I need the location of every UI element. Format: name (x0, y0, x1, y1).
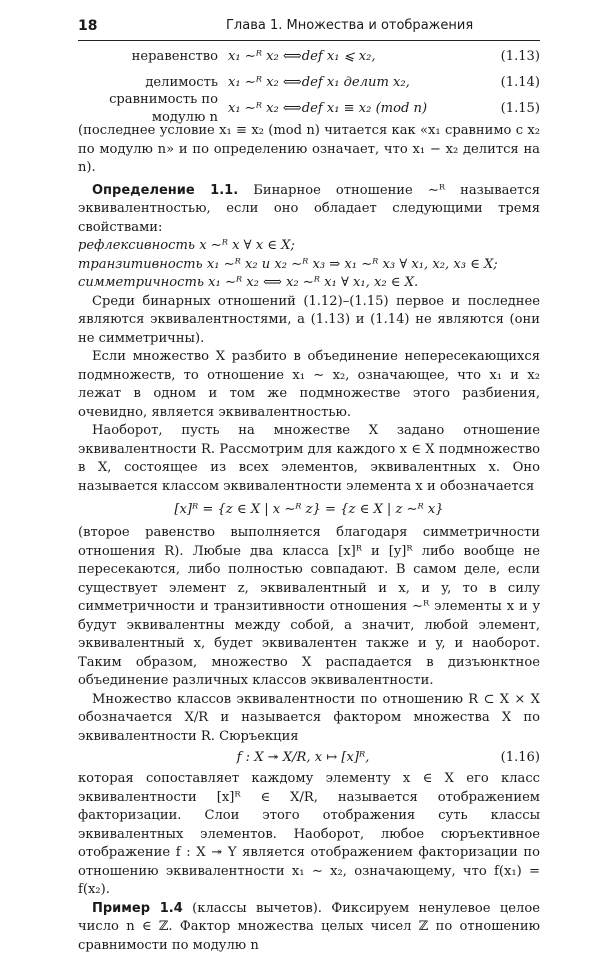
example-text: (классы вычетов). Фиксируем ненулевое целое число n ∈ ℤ. Фактор множества целых чисел ℤ по отношению сравнимости по модулю n (78, 901, 540, 953)
definition-title: Определение 1.1. (92, 183, 238, 198)
example-1-4 (78, 900, 540, 955)
chapter-title: Глава 1. Множества и отображения (226, 18, 473, 33)
paragraph-factorization: которая сопоставляет каждому элементу x ∈ X его класс эквивалентности [x]ᴿ ∈ X/R, называется отображением факторизации. Слои этого отображения суть классы эквивалентных элементов. Наоборот, любое сюръективное отображение f : X ↠ Y является отображением факторизации по отношению эквивалентности x₁ ∼ x₂, означающему, что f(x₁) = f(x₂). (78, 770, 540, 900)
equation-number: (1.16) (488, 749, 540, 768)
equation-1-13 (78, 44, 540, 70)
equation-label: сравнимость по модулю n (78, 91, 228, 128)
paragraph-classes: (второе равенство выполняется благодаря симметричности отношения R). Любые два класса [x]ᴿ и [y]ᴿ либо вообще не пересекаются, либо полностью совпадают. В самом деле, если существует элемент z, эквивалентный и x, и y, то в силу симметричности и транзитивности отношения ∼ᴿ элементы x и y будут эквивалентны между собой, а значит, любой элемент, эквивалентный x, будет эквивалентен также и y, и наоборот. Таким образом, множество X распадается в дизъюнктное объединение различных классов эквивалентности. (78, 524, 540, 691)
equation-formula: x₁ ∼ᴿ x₂ ⟺def x₁ ⩽ x₂, (228, 48, 488, 67)
paragraph-examples: Среди бинарных отношений (1.12)–(1.15) первое и последнее являются эквивалентностями, а (1.13) и (1.14) не являются (они не симметричны). (78, 293, 540, 349)
equation-number: (1.13) (488, 48, 540, 67)
equation-formula: x₁ ∼ᴿ x₂ ⟺def x₁ ≡ x₂ (mod n) (228, 100, 488, 119)
equation-1-15 (78, 96, 540, 122)
running-header (78, 18, 540, 41)
definition-text: Бинарное отношение ∼ᴿ называется эквивалентностью, если оно обладает следующими тремя свойствами: (78, 183, 540, 235)
page-number: 18 (78, 18, 97, 34)
property-transitivity: транзитивность x₁ ∼ᴿ x₂ и x₂ ∼ᴿ x₃ ⇒ x₁ ∼ᴿ x₃ ∀ x₁, x₂, x₃ ∈ X; (78, 256, 540, 275)
equation-number: (1.15) (488, 100, 540, 119)
property-reflexivity: рефлексивность x ∼ᴿ x ∀ x ∈ X; (78, 237, 540, 256)
paragraph-quotient: Множество классов эквивалентности по отношению R ⊂ X × X обозначается X/R и называется фактором множества X по эквивалентности R. Сюръекция (78, 691, 540, 747)
surjection-formula: f : X ↠ X/R, x ↦ [x]ᴿ, (78, 749, 488, 768)
definition-1-1 (78, 182, 540, 238)
example-title: Пример 1.4 (92, 901, 183, 916)
equation-label: неравенство (78, 48, 228, 67)
equation-formula: x₁ ∼ᴿ x₂ ⟺def x₁ делит x₂, (228, 74, 488, 93)
equation-label: делимость (78, 74, 228, 93)
class-formula: [x]ᴿ = {z ∈ X | x ∼ᴿ z} = {z ∈ X | z ∼ᴿ x} (78, 496, 540, 524)
page-body (78, 44, 540, 955)
equation-number: (1.14) (488, 74, 540, 93)
property-symmetry: симметричность x₁ ∼ᴿ x₂ ⟺ x₂ ∼ᴿ x₁ ∀ x₁, x₂ ∈ X. (78, 274, 540, 293)
paragraph-partition: Если множество X разбито в объединение непересекающихся подмножеств, то отношение x₁ ∼ x₂, означающее, что x₁ и x₂ лежат в одном и том же подмножестве этого разбиения, очевидно, является эквивалентностью. (78, 348, 540, 422)
paragraph-equivalence-class: Наоборот, пусть на множестве X задано отношение эквивалентности R. Рассмотрим для каждого x ∈ X подмножество в X, состоящее из всех элементов, эквивалентных x. Оно называется классом эквивалентности элемента x и обозначается (78, 422, 540, 496)
paragraph-modulo-note: (последнее условие x₁ ≡ x₂ (mod n) читается как «x₁ сравнимо с x₂ по модулю n» и по определению означает, что x₁ − x₂ делится на n). (78, 122, 540, 178)
